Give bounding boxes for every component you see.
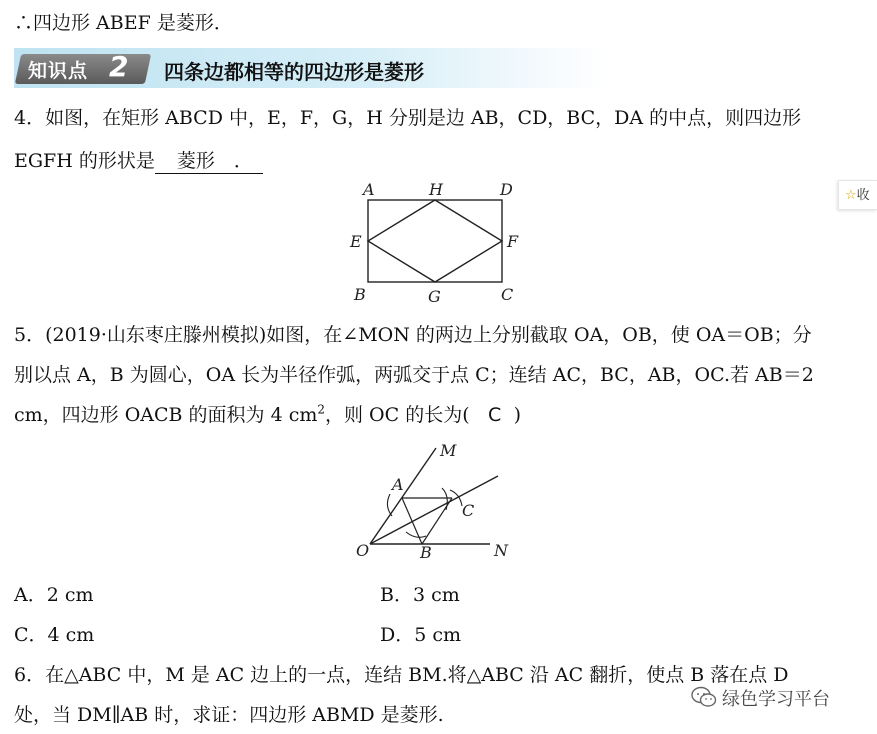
label-c: C	[501, 285, 514, 304]
watermark	[688, 682, 868, 712]
q4-line2	[14, 146, 263, 174]
label-h: H	[429, 180, 443, 199]
label-d: D	[500, 180, 513, 199]
q6-line1: 6．在△ABC 中，M 是 AC 边上的一点，连结 BM.将△ABC 沿 AC 翻折，使点 B 落在点 D	[14, 664, 789, 686]
badge-label: 知识点	[28, 60, 89, 82]
q5-line1: 5．(2019·山东枣庄滕州模拟)如图，在∠MON 的两边上分别截取 OA，OB，使 OA＝OB；分	[14, 324, 812, 346]
star-icon: ☆	[845, 188, 857, 203]
label-c2: C	[462, 501, 475, 520]
q4-line1: 4．如图，在矩形 ABCD 中，E，F，G，H 分别是边 AB，CD，BC，DA 的中点，则四边形	[14, 107, 802, 129]
q6-line2: 处，当 DM∥AB 时，求证：四边形 ABMD 是菱形.	[14, 704, 444, 726]
label-f: F	[507, 232, 519, 251]
rectangle-figure	[340, 178, 540, 306]
option-a: A．2 cm	[14, 584, 94, 606]
label-n: N	[494, 541, 508, 560]
label-o: O	[356, 541, 370, 560]
label-a: A	[363, 180, 375, 199]
q5-line2: 别以点 A，B 为圆心，OA 长为半径作弧，两弧交于点 C；连结 AC，BC，AB，OC.若 AB＝2	[14, 364, 814, 386]
q5-answer: C	[488, 404, 502, 426]
option-b: B．3 cm	[380, 584, 460, 606]
rect-abcd	[368, 200, 502, 282]
label-b: B	[354, 285, 366, 304]
favorite-button[interactable]	[838, 180, 877, 210]
label-a2: A	[392, 475, 404, 494]
section-title: 四条边都相等的四边形是菱形	[164, 60, 424, 84]
watermark-text: 绿色学习平台	[722, 689, 830, 710]
label-m: M	[440, 441, 457, 460]
label-e: E	[350, 232, 362, 251]
rhombus-egfh	[368, 200, 502, 282]
section-banner	[14, 48, 604, 88]
option-c: C．4 cm	[14, 624, 95, 646]
label-b2: B	[420, 543, 432, 562]
badge-number: 2	[109, 50, 129, 83]
label-g: G	[428, 287, 441, 306]
q5-line3-close: )	[513, 404, 522, 426]
q5-line3-suffix: ，则 OC 的长为(	[325, 404, 470, 426]
q5-line3-prefix: cm，四边形 OACB 的面积为 4 cm	[14, 404, 318, 426]
previous-conclusion: ∴四边形 ABEF 是菱形．	[14, 12, 233, 34]
option-d: D．5 cm	[380, 624, 462, 646]
q5-line3	[14, 400, 521, 427]
q5-superscript: 2	[317, 402, 326, 417]
q4-answer: 菱形 ．	[155, 146, 263, 174]
favorite-label: 收	[856, 188, 870, 203]
q4-line2-prefix: EGFH 的形状是	[14, 150, 155, 172]
wechat-icon	[690, 685, 718, 709]
angle-construction-figure	[350, 436, 520, 564]
